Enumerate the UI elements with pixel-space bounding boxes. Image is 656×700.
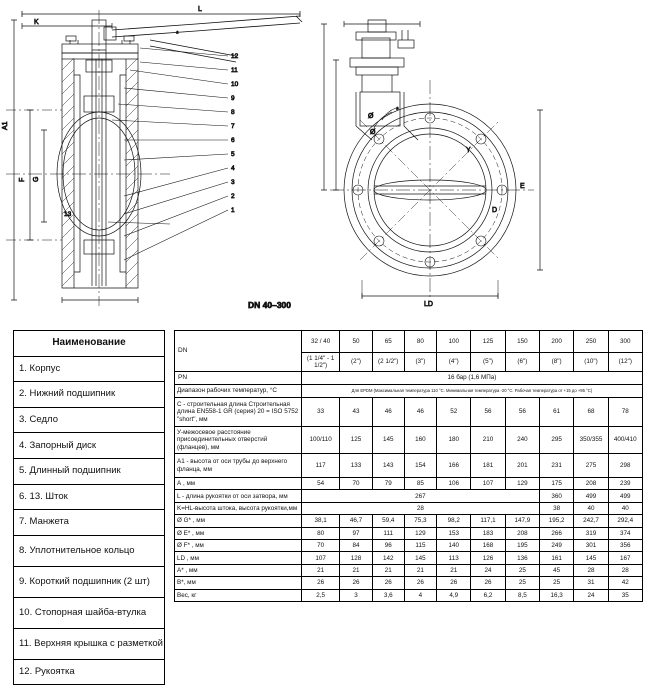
f-4: 140: [437, 539, 471, 551]
a-5: 107: [471, 478, 505, 490]
svg-text:D: D: [492, 207, 498, 214]
inch-value-8: (10"): [574, 353, 608, 372]
table-row: [175, 331, 643, 353]
g-6: 147,9: [505, 515, 539, 527]
bstar-2: 26: [372, 577, 404, 589]
row-label-f: Ø F* , мм: [175, 539, 302, 551]
f-1: 84: [340, 539, 372, 551]
svg-text:K: K: [34, 19, 39, 26]
inch-value-6: (6"): [505, 353, 539, 372]
table-row: [175, 552, 643, 564]
svg-text:2: 2: [231, 193, 235, 200]
temp-label: Диапазон рабочих температур, °C: [175, 385, 302, 398]
c-3: 46: [404, 398, 436, 427]
svg-text:*: *: [396, 107, 399, 114]
row-label-c: C - строительная длина Строительная длина EN558-1 GR (серия) 20 = ISO 5752 "short", мм: [175, 398, 302, 427]
ld-7: 161: [539, 552, 573, 564]
a1-6: 201: [505, 454, 539, 478]
a1-9: 298: [608, 454, 642, 478]
svg-text:A1: A1: [2, 121, 9, 130]
weight-1: 3: [340, 589, 372, 601]
row-label-k: K=HL-высота штока, высота рукоятки,мм: [175, 502, 302, 514]
a1-7: 231: [539, 454, 573, 478]
astar-6: 25: [505, 564, 539, 576]
ld-9: 167: [608, 552, 642, 564]
astar-8: 28: [574, 564, 608, 576]
table-row: [175, 372, 643, 385]
g-5: 117,1: [471, 515, 505, 527]
bstar-6: 25: [505, 577, 539, 589]
technical-drawing: [0, 0, 656, 320]
ld-1: 128: [340, 552, 372, 564]
y-4: 180: [437, 427, 471, 454]
y-9: 400/410: [608, 427, 642, 454]
part-item-1: 1. Корпус: [14, 356, 165, 382]
row-label-a1: А1 - высота от оси трубы до верхнего фланца, мм: [175, 454, 302, 478]
a-6: 129: [505, 478, 539, 490]
a-8: 208: [574, 478, 608, 490]
part-item-4: 4. Запорный диск: [14, 433, 165, 459]
a1-5: 181: [471, 454, 505, 478]
part-item-8: 8. Уплотнительное кольцо: [14, 535, 165, 566]
dn-value-7: 200: [539, 331, 573, 353]
e-0: 80: [301, 527, 339, 539]
table-row: [175, 527, 643, 539]
svg-text:8: 8: [231, 109, 235, 116]
g-4: 98,2: [437, 515, 471, 527]
part-item-2: 2. Нижний подшипник: [14, 382, 165, 408]
l-span: 267: [301, 490, 539, 502]
table-row: [175, 454, 643, 478]
e-9: 374: [608, 527, 642, 539]
a-7: 175: [539, 478, 573, 490]
dn-value-5: 125: [471, 331, 505, 353]
bstar-8: 31: [574, 577, 608, 589]
g-1: 46,7: [340, 515, 372, 527]
table-row: [14, 407, 165, 433]
inch-value-9: (12"): [608, 353, 642, 372]
ld-8: 145: [574, 552, 608, 564]
e-4: 153: [437, 527, 471, 539]
f-6: 195: [505, 539, 539, 551]
weight-5: 6,2: [471, 589, 505, 601]
astar-0: 21: [301, 564, 339, 576]
svg-text:11: 11: [231, 67, 238, 74]
g-0: 38,1: [301, 515, 339, 527]
ld-4: 113: [437, 552, 471, 564]
inch-value-0: (1 1/4" - 1 1/2"): [301, 353, 339, 372]
table-row: [175, 478, 643, 490]
a-9: 239: [608, 478, 642, 490]
table-row: [175, 398, 643, 427]
svg-text:E: E: [520, 183, 525, 190]
svg-text:7: 7: [231, 123, 235, 130]
l-8: 499: [574, 490, 608, 502]
dn-value-9: 300: [608, 331, 642, 353]
svg-text:*: *: [176, 31, 179, 38]
astar-7: 45: [539, 564, 573, 576]
svg-text:1: 1: [231, 207, 235, 214]
y-0: 100/110: [301, 427, 339, 454]
svg-text:LD: LD: [424, 301, 433, 308]
table-row: [14, 331, 165, 357]
y-8: 350/355: [574, 427, 608, 454]
a-4: 106: [437, 478, 471, 490]
table-row: [14, 458, 165, 484]
e-1: 97: [340, 527, 372, 539]
part-item-12: 12. Рукоятка: [14, 659, 165, 685]
svg-text:G: G: [33, 176, 40, 182]
bstar-4: 26: [437, 577, 471, 589]
svg-text:6: 6: [231, 137, 235, 144]
inch-value-1: (2"): [340, 353, 372, 372]
c-0: 33: [301, 398, 339, 427]
dn-label: DN: [175, 331, 302, 372]
table-row: [14, 597, 165, 628]
g-7: 195,2: [539, 515, 573, 527]
row-label-bstar: В*, мм: [175, 577, 302, 589]
part-item-6: 6. 13. Шток: [14, 484, 165, 510]
inch-value-7: (8"): [539, 353, 573, 372]
dn-value-0: 32 / 40: [301, 331, 339, 353]
c-5: 56: [471, 398, 505, 427]
row-label-weight: Вес, кг: [175, 589, 302, 601]
f-2: 96: [372, 539, 404, 551]
e-8: 319: [574, 527, 608, 539]
f-9: 356: [608, 539, 642, 551]
c-9: 78: [608, 398, 642, 427]
y-6: 240: [505, 427, 539, 454]
table-row: [175, 427, 643, 454]
c-1: 43: [340, 398, 372, 427]
k-span: 28: [301, 502, 539, 514]
ld-5: 126: [471, 552, 505, 564]
g-2: 59,4: [372, 515, 404, 527]
dn-value-2: 65: [372, 331, 404, 353]
f-7: 249: [539, 539, 573, 551]
svg-text:13: 13: [64, 211, 72, 218]
l-9: 499: [608, 490, 642, 502]
weight-8: 24: [574, 589, 608, 601]
c-7: 61: [539, 398, 573, 427]
table-row: [14, 484, 165, 510]
a1-4: 166: [437, 454, 471, 478]
svg-text:DN 40–300: DN 40–300: [248, 300, 292, 310]
part-item-11: 11. Верхняя крышка с разметкой: [14, 628, 165, 659]
g-9: 292,4: [608, 515, 642, 527]
table-row: [14, 535, 165, 566]
table-row: [14, 356, 165, 382]
pn-label: PN: [175, 372, 302, 385]
table-row: [175, 589, 643, 601]
k-9: 40: [608, 502, 642, 514]
svg-text:12: 12: [231, 53, 239, 60]
a-3: 85: [404, 478, 436, 490]
c-2: 46: [372, 398, 404, 427]
bstar-1: 26: [340, 577, 372, 589]
row-label-ld: LD , мм: [175, 552, 302, 564]
part-item-7: 7. Манжета: [14, 510, 165, 536]
row-label-astar: А* , мм: [175, 564, 302, 576]
f-0: 70: [301, 539, 339, 551]
l-7: 360: [539, 490, 573, 502]
table-row: [14, 510, 165, 536]
table-row: [14, 433, 165, 459]
ld-6: 136: [505, 552, 539, 564]
svg-text:3: 3: [231, 179, 235, 186]
e-2: 111: [372, 527, 404, 539]
table-row: [175, 577, 643, 589]
inch-value-2: (2 1/2"): [372, 353, 404, 372]
y-3: 160: [404, 427, 436, 454]
astar-3: 21: [404, 564, 436, 576]
bstar-9: 42: [608, 577, 642, 589]
f-3: 115: [404, 539, 436, 551]
inch-value-4: (4"): [437, 353, 471, 372]
a1-2: 143: [372, 454, 404, 478]
svg-text:9: 9: [231, 95, 235, 102]
part-item-5: 5. Длинный подшипник: [14, 458, 165, 484]
a1-0: 117: [301, 454, 339, 478]
y-7: 295: [539, 427, 573, 454]
a-1: 70: [340, 478, 372, 490]
row-label-g: Ø G* , мм: [175, 515, 302, 527]
temp-value: Для EPDM (Максимальная температура 110 °C. Минимальная температура -20 °C. Рабочая температура от +15 до +95 °C): [301, 385, 642, 398]
dn-value-1: 50: [340, 331, 372, 353]
weight-6: 8,5: [505, 589, 539, 601]
svg-text:L: L: [198, 6, 202, 13]
part-item-10: 10. Стопорная шайба-втулка: [14, 597, 165, 628]
c-6: 56: [505, 398, 539, 427]
astar-9: 28: [608, 564, 642, 576]
bstar-0: 26: [301, 577, 339, 589]
pn-value: 16 бар (1,6 МПа): [301, 372, 642, 385]
astar-4: 21: [437, 564, 471, 576]
table-row: [14, 382, 165, 408]
table-row: [14, 566, 165, 597]
dimensions-table: [174, 330, 643, 602]
svg-text:4: 4: [231, 165, 235, 172]
table-row: [175, 564, 643, 576]
bstar-5: 26: [471, 577, 505, 589]
f-8: 301: [574, 539, 608, 551]
table-row: [175, 502, 643, 514]
table-row: [175, 539, 643, 551]
c-4: 52: [437, 398, 471, 427]
table-row: [14, 628, 165, 659]
svg-text:Ø: Ø: [368, 113, 374, 120]
row-label-y: У-межосевое расстояние присоединительных отверстий (фланцев), мм: [175, 427, 302, 454]
astar-2: 21: [372, 564, 404, 576]
e-5: 183: [471, 527, 505, 539]
astar-1: 21: [340, 564, 372, 576]
a1-3: 154: [404, 454, 436, 478]
bstar-3: 26: [404, 577, 436, 589]
table-row: [175, 385, 643, 398]
parts-header: Наименование: [14, 331, 165, 357]
inch-value-5: (5"): [471, 353, 505, 372]
parts-list-table: [13, 330, 165, 685]
f-5: 168: [471, 539, 505, 551]
table-row: [175, 490, 643, 502]
weight-9: 35: [608, 589, 642, 601]
weight-3: 4: [404, 589, 436, 601]
weight-2: 3,6: [372, 589, 404, 601]
e-7: 266: [539, 527, 573, 539]
dn-value-8: 250: [574, 331, 608, 353]
y-1: 125: [340, 427, 372, 454]
svg-text:F: F: [19, 177, 26, 182]
inch-value-3: (3"): [404, 353, 436, 372]
svg-text:Y: Y: [466, 147, 471, 154]
weight-0: 2,5: [301, 589, 339, 601]
row-label-l: L - длина рукоятки от оси затвора, мм: [175, 490, 302, 502]
part-item-9: 9. Короткий подшипник (2 шт): [14, 566, 165, 597]
a-0: 54: [301, 478, 339, 490]
svg-text:10: 10: [231, 81, 239, 88]
weight-4: 4,9: [437, 589, 471, 601]
table-row: [14, 659, 165, 685]
astar-5: 24: [471, 564, 505, 576]
row-label-e: Ø E* , мм: [175, 527, 302, 539]
e-3: 129: [404, 527, 436, 539]
dn-value-3: 80: [404, 331, 436, 353]
e-6: 208: [505, 527, 539, 539]
a1-1: 133: [340, 454, 372, 478]
table-row: [175, 515, 643, 527]
part-item-3: 3. Седло: [14, 407, 165, 433]
y-5: 210: [471, 427, 505, 454]
a-2: 79: [372, 478, 404, 490]
ld-3: 145: [404, 552, 436, 564]
a1-8: 275: [574, 454, 608, 478]
k-7: 38: [539, 502, 573, 514]
g-3: 75,3: [404, 515, 436, 527]
ld-2: 142: [372, 552, 404, 564]
svg-text:Ø: Ø: [370, 129, 376, 136]
dn-value-6: 150: [505, 331, 539, 353]
c-8: 68: [574, 398, 608, 427]
svg-text:5: 5: [231, 151, 235, 158]
row-label-a: А , мм: [175, 478, 302, 490]
weight-7: 16,3: [539, 589, 573, 601]
bstar-7: 25: [539, 577, 573, 589]
g-8: 242,7: [574, 515, 608, 527]
dn-value-4: 100: [437, 331, 471, 353]
k-8: 40: [574, 502, 608, 514]
ld-0: 107: [301, 552, 339, 564]
y-2: 145: [372, 427, 404, 454]
